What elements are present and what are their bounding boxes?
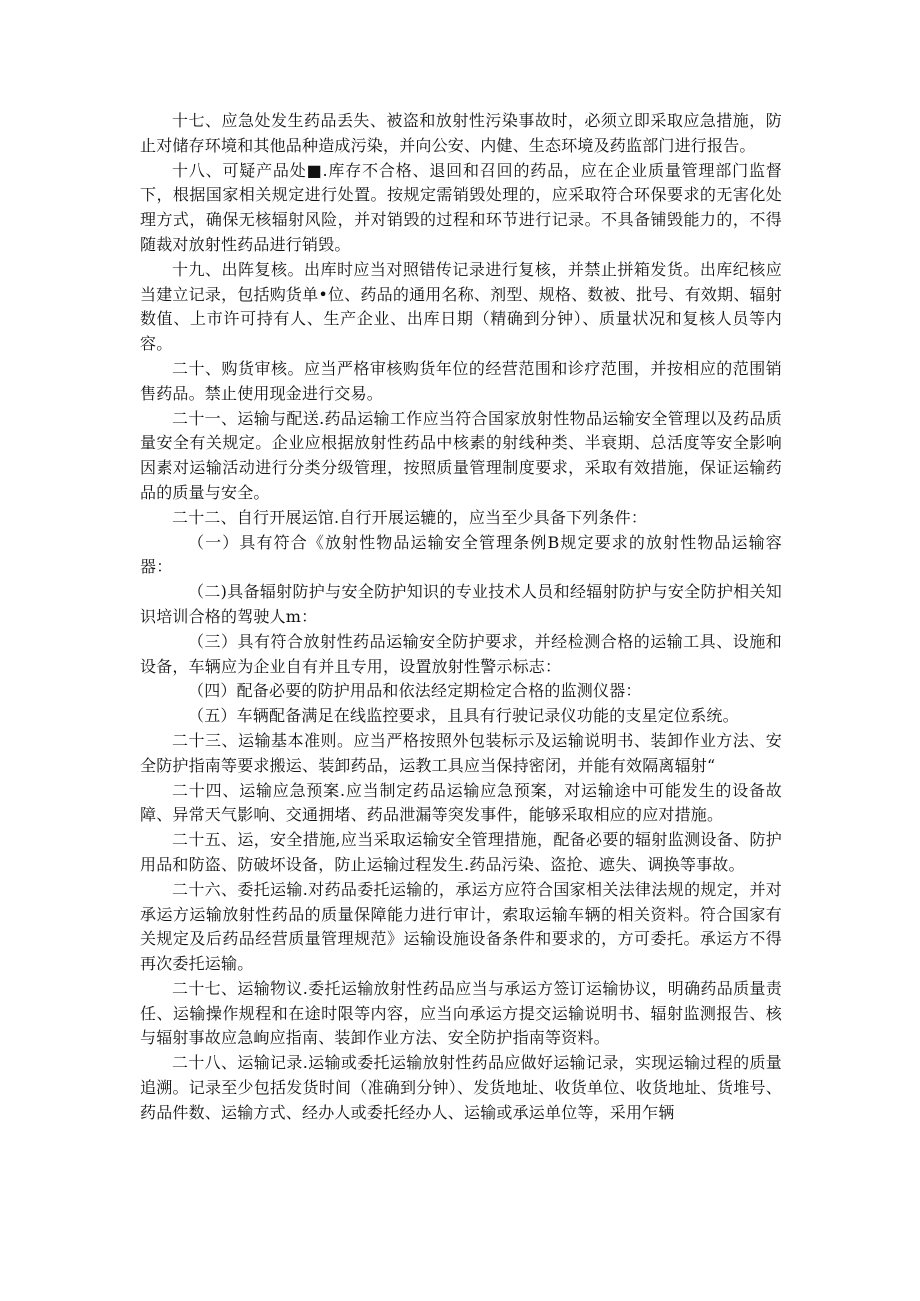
- paragraph-18: 十八、可疑产品处■.库存不合格、退回和召回的药品，应在企业质量管理部门监督下，根据国家相关规定进行处置。按规定需销毁处理的，应采取符合环保要求的无害化处理方式，确保无核辐射风险，并对销毁的过程和环节进行记录。不具备铺毁能力的，不得随裁对放射性药品进行销毁。: [140, 160, 782, 254]
- paragraph-19: 十九、出阵复核。出库时应当对照错传记录进行复核，并禁止拼箱发货。出库纪核应当建立记录，包括购货单•位、药品的通用名称、剂型、规格、数被、批号、有效期、辐射数值、上市许可持有人、生产企业、出库日期（精确到分钟）、质量状况和复核人员等内容。: [140, 259, 782, 354]
- paragraph-22-item-5: （五）车辆配备满足在线监控要求，且具有行驶记录仪功能的支星定位系统。: [188, 706, 739, 726]
- paragraph-20: 二十、购货审核。应当严格审核购货年位的经营范围和诊疗范围，并按相应的范围销售药品。禁止使用现金进行交易。: [140, 358, 782, 403]
- paragraph-27: 二十七、运输物议.委托运输放射性药品应当与承运方签订运输协议，明确药品质量责任、运输操作规程和在途时限等内容，应当向承运方提交运输说明书、辐射监测报告、核与辐射事故应急峋应指南、装卸作业方法、安全防护指南等资料。: [140, 978, 782, 1048]
- paragraph-22-item-2: （二)具备辐射防护与安全防护知识的专业技术人员和经辐射防护与安全防护相关知识培训合格的驾驶人m：: [140, 582, 782, 626]
- paragraph-21: 二十一、运输与配送.药品运输工作应当符合国家放射性物品运输安全管理以及药品质量安全有关规定。企业应根据放射性药品中核素的射线种类、半衰期、总活度等安全影响因素对运输活动进行分类分级管理，按照质量管理制度要求，采取有效措施，保证运输药品的质量与安全。: [140, 408, 782, 502]
- paragraph-22-item-1: （一）具有符合《放射性物品运输安全管理条例B规定要求的放射性物品运输容器：: [140, 532, 782, 577]
- paragraph-25: 二十五、运，安全措施,应当采取运输安全管理措施，配备必要的辐射监测设备、防护用品和防盗、防破坏设备，防止运输过程发生.药品污染、盗抢、遮失、调换等事故。: [140, 830, 782, 874]
- paragraph-28: 二十八、运输记录.运输或委托运输放射性药品应做好运输记录，实现运输过程的质量追溯。记录至少包括发货时间（准确到分钟）、发货地址、收货单位、收货地址、货堆号、药品件数、运输方式、经办人或委托经办人、运输或承运单位等，采用乍辆: [140, 1053, 782, 1122]
- paragraph-26: 二十六、委托运输.对药品委托运输的，承运方应符合国家相关法律法规的规定，并对承运方运输放射性药品的质量保障能力进行审计，索取运输车辆的相关资料。符合国家有关规定及后药品经营质量管理规范》运输设施设备条件和要求的，方可委托。承运方不得再次委托运输。: [140, 879, 782, 974]
- paragraph-24: 二十四、运输应急预案.应当制定药品运输应急预案，对运输途中可能发生的设备故障、异常天气影响、交通拥堵、药品泄漏等突发事件，能够采取相应的应对措施。: [140, 780, 782, 825]
- paragraph-22-item-3: （三）具有符合放射性药品运输安全防护要求，并经检测合格的运输工具、设施和设备，车辆应为企业自有并且专用，设置放射性警示标志：: [140, 631, 782, 676]
- document-page: [140, 109, 782, 1126]
- paragraph-22-item-4: （四）配备必要的防护用品和依法经定期检定合格的监测仪器：: [188, 681, 642, 701]
- paragraph-23: 二十三、运输基本准则。应当严格按照外包装标示及运输说明书、装卸作业方法、安全防护指南等要求搬运、装卸药品，运教工具应当保持密闭，并能有效隔离辐射“: [140, 730, 782, 775]
- paragraph-17: 十七、应急处发生药品丢失、被盗和放射性污染事故时，必须立即采取应急措施，防止对储存环境和其他品种造成污染，并向公安、内健、生态环境及药监部门进行报告。: [140, 111, 782, 155]
- paragraph-22: 二十二、自行开展运馆.自行开展运辘的，应当至少具备下列条件：: [172, 507, 648, 527]
